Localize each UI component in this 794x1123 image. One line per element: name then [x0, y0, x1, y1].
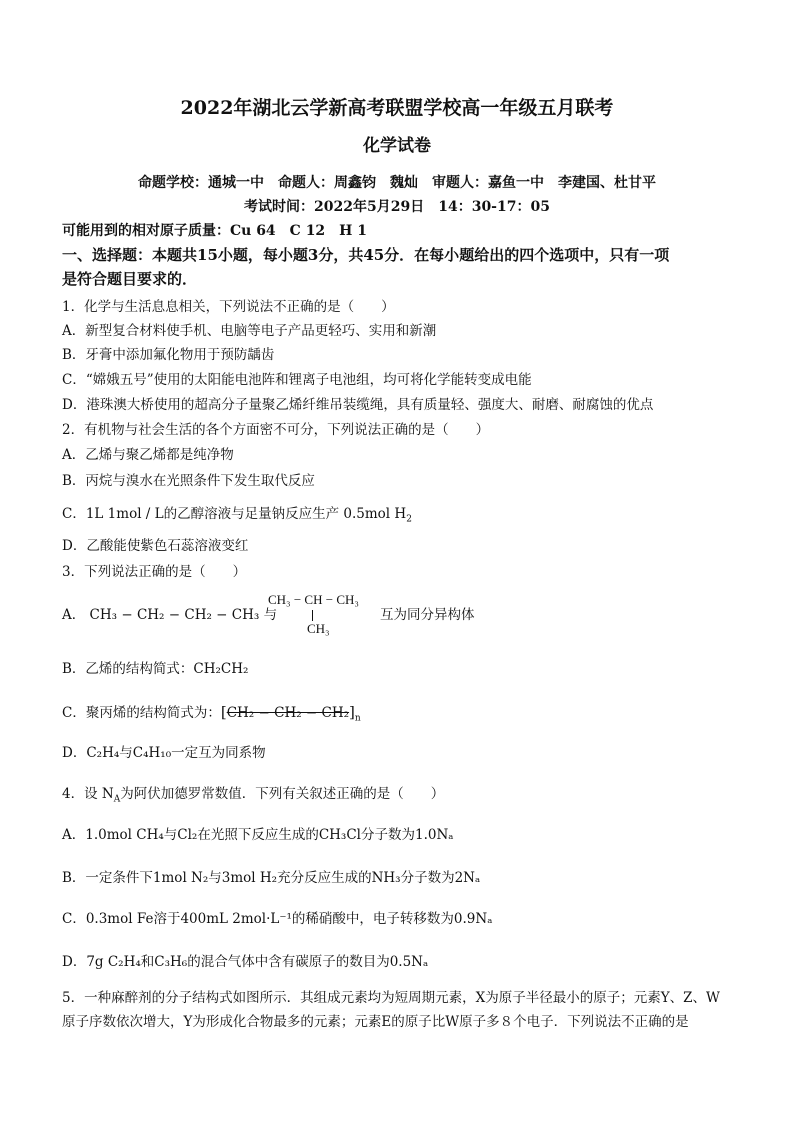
q2-option-c-text: C．1L 1mol / L的乙醇溶液与足量钠反应生产 0.5mol H — [62, 506, 407, 522]
q3-option-b-label: B．乙烯的结构简式： — [62, 661, 194, 677]
isobutane-branch-bond — [312, 610, 313, 621]
q4-option-b: B．一定条件下1mol N₂与3mol H₂充分反应生成的NH₃分子数为2Nₐ — [62, 870, 481, 886]
q1-option-b: B．牙膏中添加氟化物用于预防龋齿 — [62, 347, 275, 363]
q4-stem-sub: A — [113, 794, 121, 805]
isobutane-branch: CH₃ — [307, 621, 330, 636]
q3-option-a-formula: CH₃ − CH₂ − CH₂ − CH₃ — [89, 607, 260, 623]
isobutane-top-chain: CH₃ − CH − CH₃ — [268, 592, 359, 607]
q4-option-d: D．7g C₂H₄和C₃H₆的混合气体中含有碳原子的数目为0.5Nₐ — [62, 954, 429, 970]
q3-option-d-formula2: C₄H₁₀ — [132, 745, 172, 761]
q2-option-c — [62, 505, 412, 523]
q3-option-d-label: D． — [62, 745, 87, 761]
exam-time: 考试时间：2022年5月29日 14：30-17：05 — [244, 199, 550, 215]
q2-option-b: B．丙烷与溴水在光照条件下发生取代反应 — [62, 473, 315, 489]
q4-option-a: A．1.0mol CH₄与Cl₂在光照下反应生成的CH₃Cl分子数为1.0Nₐ — [62, 827, 454, 843]
exam-subtitle: 化学试卷 — [363, 136, 431, 156]
q3-option-a — [62, 606, 277, 624]
q3-option-c-label: C．聚丙烯的结构简式为： — [62, 705, 221, 721]
q3-option-d-formula1: C₂H₄ — [86, 745, 120, 761]
q1-stem: 1．化学与生活息息相关，下列说法不正确的是（ ） — [62, 299, 395, 315]
q1-option-d: D．港珠澳大桥使用的超高分子量聚乙烯纤维吊装缆绳，具有质量轻、强度大、耐磨、耐腐蚀的优点 — [62, 397, 654, 413]
q3-option-a-with: 与 — [263, 607, 278, 623]
q3-option-d — [62, 744, 266, 762]
polymer-bracket-left: [ — [220, 703, 227, 721]
q3-option-a-label: A． — [62, 607, 86, 623]
q3-option-d-with: 与 — [119, 745, 133, 761]
q2-option-c-sub: 2 — [406, 514, 412, 525]
q2-stem: 2．有机物与社会生活的各个方面密不可分，下列说法正确的是（ ） — [62, 422, 490, 438]
q1-option-a: A．新型复合材料使手机、电脑等电子产品更轻巧、实用和新潮 — [62, 323, 437, 339]
q4-option-c: C．0.3mol Fe溶于400mL 2mol·L⁻¹的稀硝酸中，电子转移数为0.9Nₐ — [62, 911, 493, 927]
polymer-bracket-right: ] — [349, 703, 355, 721]
section-heading-line2: 是符合题目要求的． — [62, 270, 198, 288]
q2-option-a: A．乙烯与聚乙烯都是纯净物 — [62, 447, 234, 463]
q3-option-d-tail: 一定互为同系物 — [171, 745, 266, 761]
q1-option-c: C．“嫦娥五号”使用的太阳能电池阵和锂离子电池组，均可将化学能转变成电能 — [62, 372, 532, 388]
q4-stem-pre: 4．设 N — [62, 786, 114, 802]
atomic-masses: 可能用到的相对原子质量：Cu 64 C 12 H 1 — [62, 223, 368, 239]
q5-line1: 5．一种麻醉剂的分子结构式如图所示．其组成元素均为短周期元素，X为原子半径最小的原子；元素Y、Z、W — [62, 990, 720, 1006]
exam-authors: 命题学校：通城一中 命题人：周鑫钧 魏灿 审题人：嘉鱼一中 李建国、杜甘平 — [138, 175, 656, 191]
q3-option-c — [62, 703, 361, 722]
q3-option-b — [62, 660, 248, 678]
q3-option-b-formula: CH₂CH₂ — [193, 661, 249, 677]
q5-line2: 原子序数依次增大，Y为形成化合物最多的元素；元素E的原子比W原子多８个电子．下列说法不正确的是 — [62, 1014, 689, 1030]
q2-option-d: D．乙酸能使紫色石蕊溶液变红 — [62, 538, 249, 554]
q4-stem — [62, 785, 444, 803]
q4-stem-post: 为阿伏加德罗常数值．下列有关叙述正确的是（ ） — [120, 786, 445, 802]
polymer-subscript-n: n — [354, 713, 361, 724]
section-heading-line1: 一、选择题：本题共15小题，每小题3分，共45分．在每小题给出的四个选项中，只有一项 — [62, 246, 670, 264]
q3-option-c-formula: CH₂ − CH₂ − CH₂ — [226, 705, 350, 721]
q3-option-a-tail: 互为同分异构体 — [380, 607, 475, 623]
exam-title: 2022年湖北云学新高考联盟学校高一年级五月联考 — [180, 97, 614, 119]
q3-stem: 3．下列说法正确的是（ ） — [62, 564, 247, 580]
